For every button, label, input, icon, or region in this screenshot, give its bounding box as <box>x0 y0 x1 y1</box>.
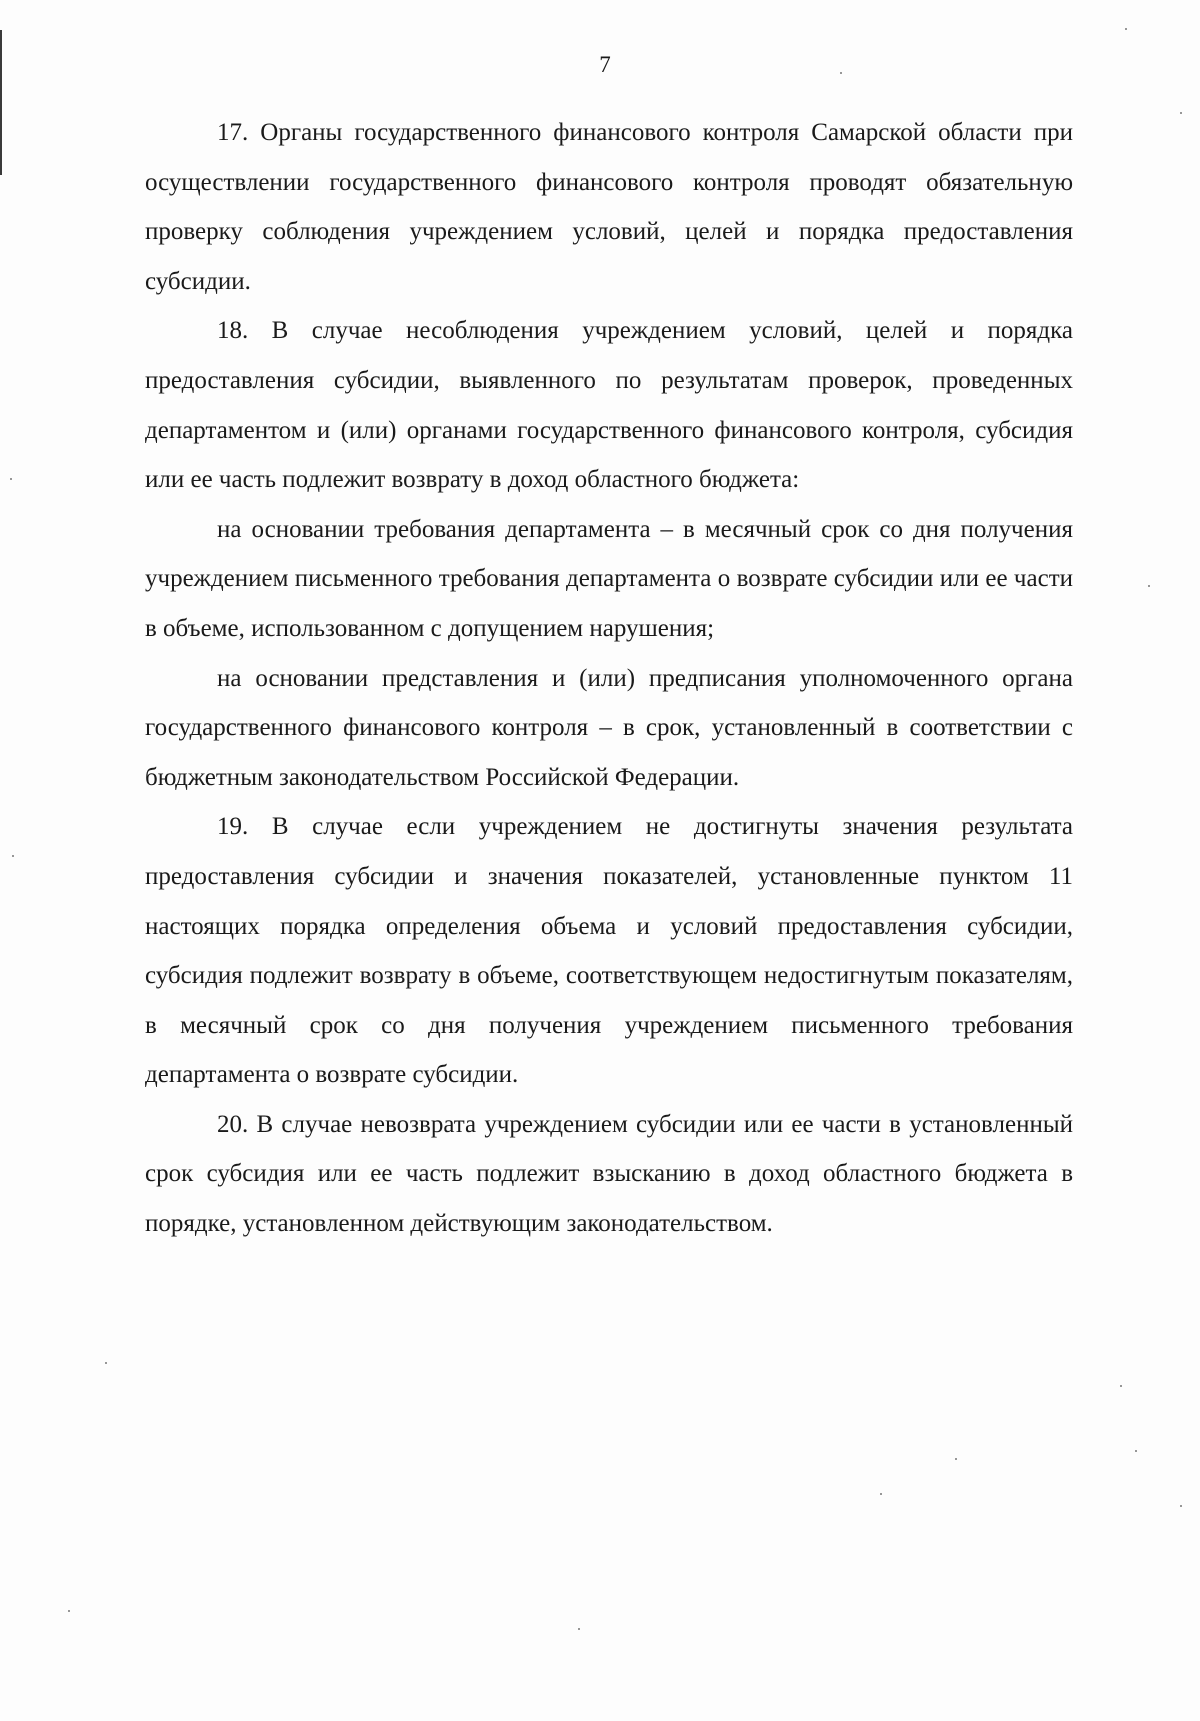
page-number: 7 <box>599 52 611 77</box>
scan-speck <box>880 1493 882 1495</box>
scan-speck <box>840 72 842 74</box>
scan-speck <box>105 1362 107 1364</box>
scan-speck <box>1148 585 1150 587</box>
scan-speck <box>1125 28 1127 30</box>
scan-speck <box>68 1610 70 1612</box>
paragraph-19: 19. В случае если учреждением не достигнуты значения результата предоставления субсидии и значения показателей, установленные пунктом 11 настоящих порядка определения объема и условий предоставления субсидии, субсидия подлежит возврату в объеме, соответствующем недостигнутым показателям, в месячный срок со дня получения учреждением письменного требования департамента о возврате субсидии. <box>145 813 1073 1089</box>
scan-speck <box>1180 112 1182 114</box>
document-body <box>145 108 1073 1249</box>
scan-speck <box>10 478 12 480</box>
scan-speck <box>12 855 14 857</box>
scan-speck <box>1120 1385 1122 1387</box>
paragraph-18-demand: на основании требования департамента – в месячный срок со дня получения учреждением письменного требования департамента о возврате субсидии или ее части в объеме, использованном с допущением нарушения; <box>145 515 1073 642</box>
scan-speck <box>955 1458 957 1460</box>
paragraph-18: 18. В случае несоблюдения учреждением условий, целей и порядка предоставления субсидии, выявленного по результатам проверок, проведенных департаментом и (или) органами государственного финансового контроля, субсидия или ее часть подлежит возврату в доход областного бюджета: <box>145 317 1073 494</box>
paragraph-18-order: на основании представления и (или) предписания уполномоченного органа государственного финансового контроля – в срок, установленный в соответствии с бюджетным законодательством Российской Федерации. <box>145 664 1073 791</box>
scan-speck <box>578 1628 580 1630</box>
paragraph-20: 20. В случае невозврата учреждением субсидии или ее части в установленный срок субсидия или ее часть подлежит взысканию в доход областного бюджета в порядке, установленном действующим законодательством. <box>145 1110 1073 1238</box>
scan-speck <box>1180 1505 1182 1507</box>
scan-speck <box>1135 1450 1137 1452</box>
paragraph-17: 17. Органы государственного финансового контроля Самарской области при осуществлении государственного финансового контроля проводят обязательную проверку соблюдения учреждением условий, целей и порядка предоставления субсидии. <box>145 119 1073 295</box>
